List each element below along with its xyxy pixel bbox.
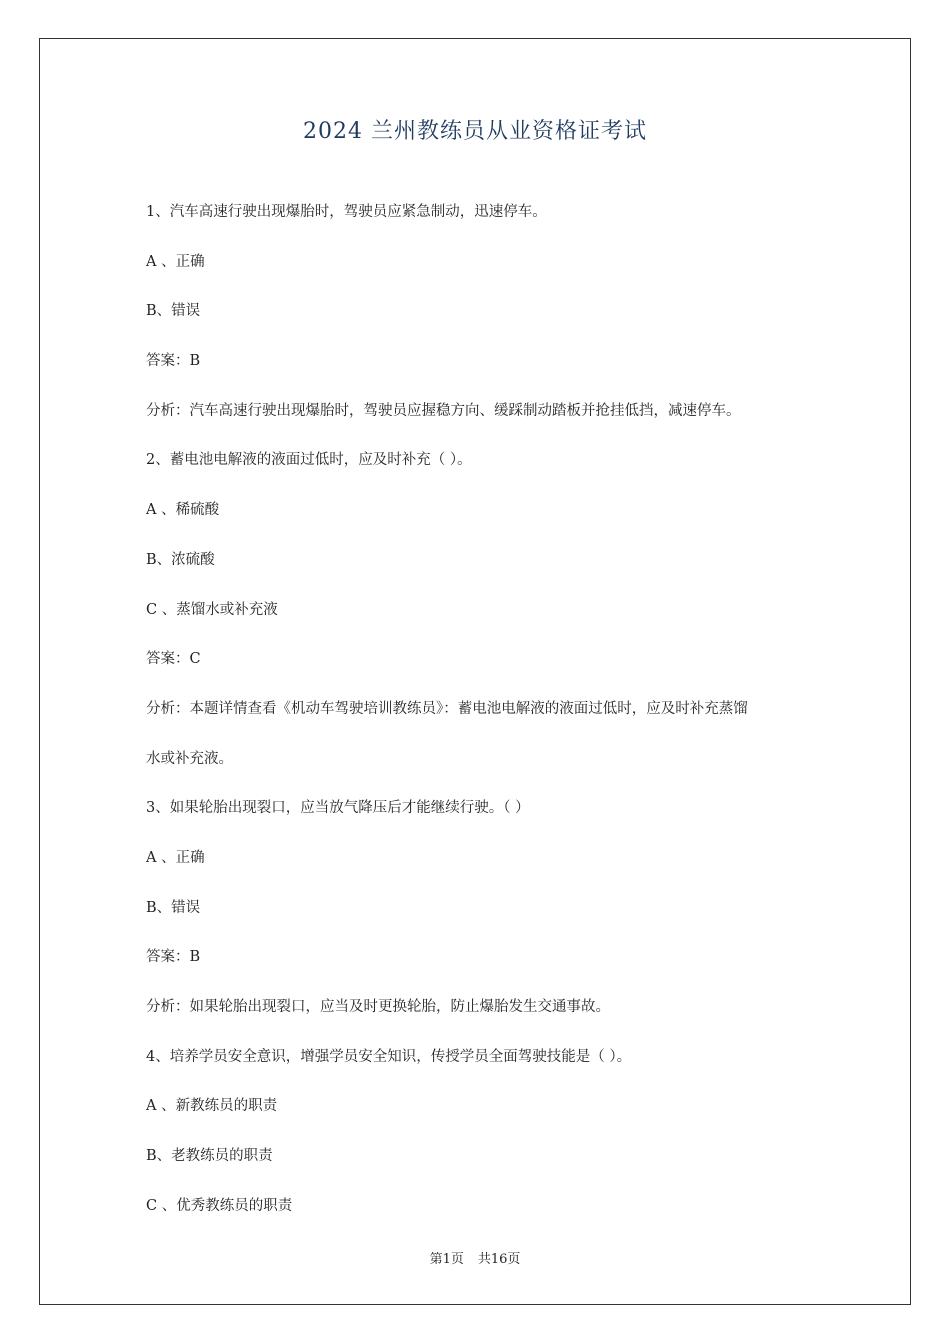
question-2-stem: 2、蓄电池电解液的液面过低时，应及时补充（ ）。 [146, 452, 472, 469]
page-number: 第1页 [429, 1252, 464, 1267]
question-2-answer: 答案：C [146, 651, 201, 668]
question-2-analysis-continued: 水或补充液。 [146, 750, 233, 767]
question-2-option-c: C 、蒸馏水或补充液 [146, 601, 278, 618]
document-title: 2024 兰州教练员从业资格证考试 [303, 119, 647, 144]
question-2-option-b: B、浓硫酸 [146, 551, 215, 568]
question-1-answer: 答案：B [146, 353, 201, 370]
question-2-analysis: 分析：本题详情查看《机动车驾驶培训教练员》：蓄电池电解液的液面过低时，应及时补充蒸馏 [146, 700, 748, 717]
question-4-option-a: A 、新教练员的职责 [146, 1098, 278, 1115]
question-4-option-c: C 、优秀教练员的职责 [146, 1197, 293, 1214]
question-2-option-a: A 、稀硫酸 [146, 502, 220, 519]
question-3-stem: 3、如果轮胎出现裂口，应当放气降压后才能继续行驶。（ ） [146, 800, 530, 817]
question-1-stem: 1、汽车高速行驶出现爆胎时，驾驶员应紧急制动，迅速停车。 [146, 204, 547, 220]
page-total: 共16页 [477, 1252, 521, 1267]
question-3-option-a: A 、正确 [146, 849, 205, 866]
question-1-option-a: A 、正确 [146, 253, 205, 270]
question-3-analysis: 分析：如果轮胎出现裂口，应当及时更换轮胎，防止爆胎发生交通事故。 [146, 999, 610, 1015]
document-body [146, 200, 814, 1243]
question-3-answer: 答案：B [146, 949, 201, 966]
question-1-option-b: B、错误 [146, 303, 201, 320]
page-footer [0, 1248, 950, 1267]
question-4-stem: 4、培养学员安全意识，增强学员安全知识，传授学员全面驾驶技能是（ ）。 [146, 1048, 632, 1065]
question-1-analysis: 分析：汽车高速行驶出现爆胎时，驾驶员应握稳方向、缓踩制动踏板并抢挂低挡，减速停车。 [146, 402, 741, 419]
question-4-option-b: B、老教练员的职责 [146, 1148, 273, 1165]
question-3-option-b: B、错误 [146, 899, 201, 916]
